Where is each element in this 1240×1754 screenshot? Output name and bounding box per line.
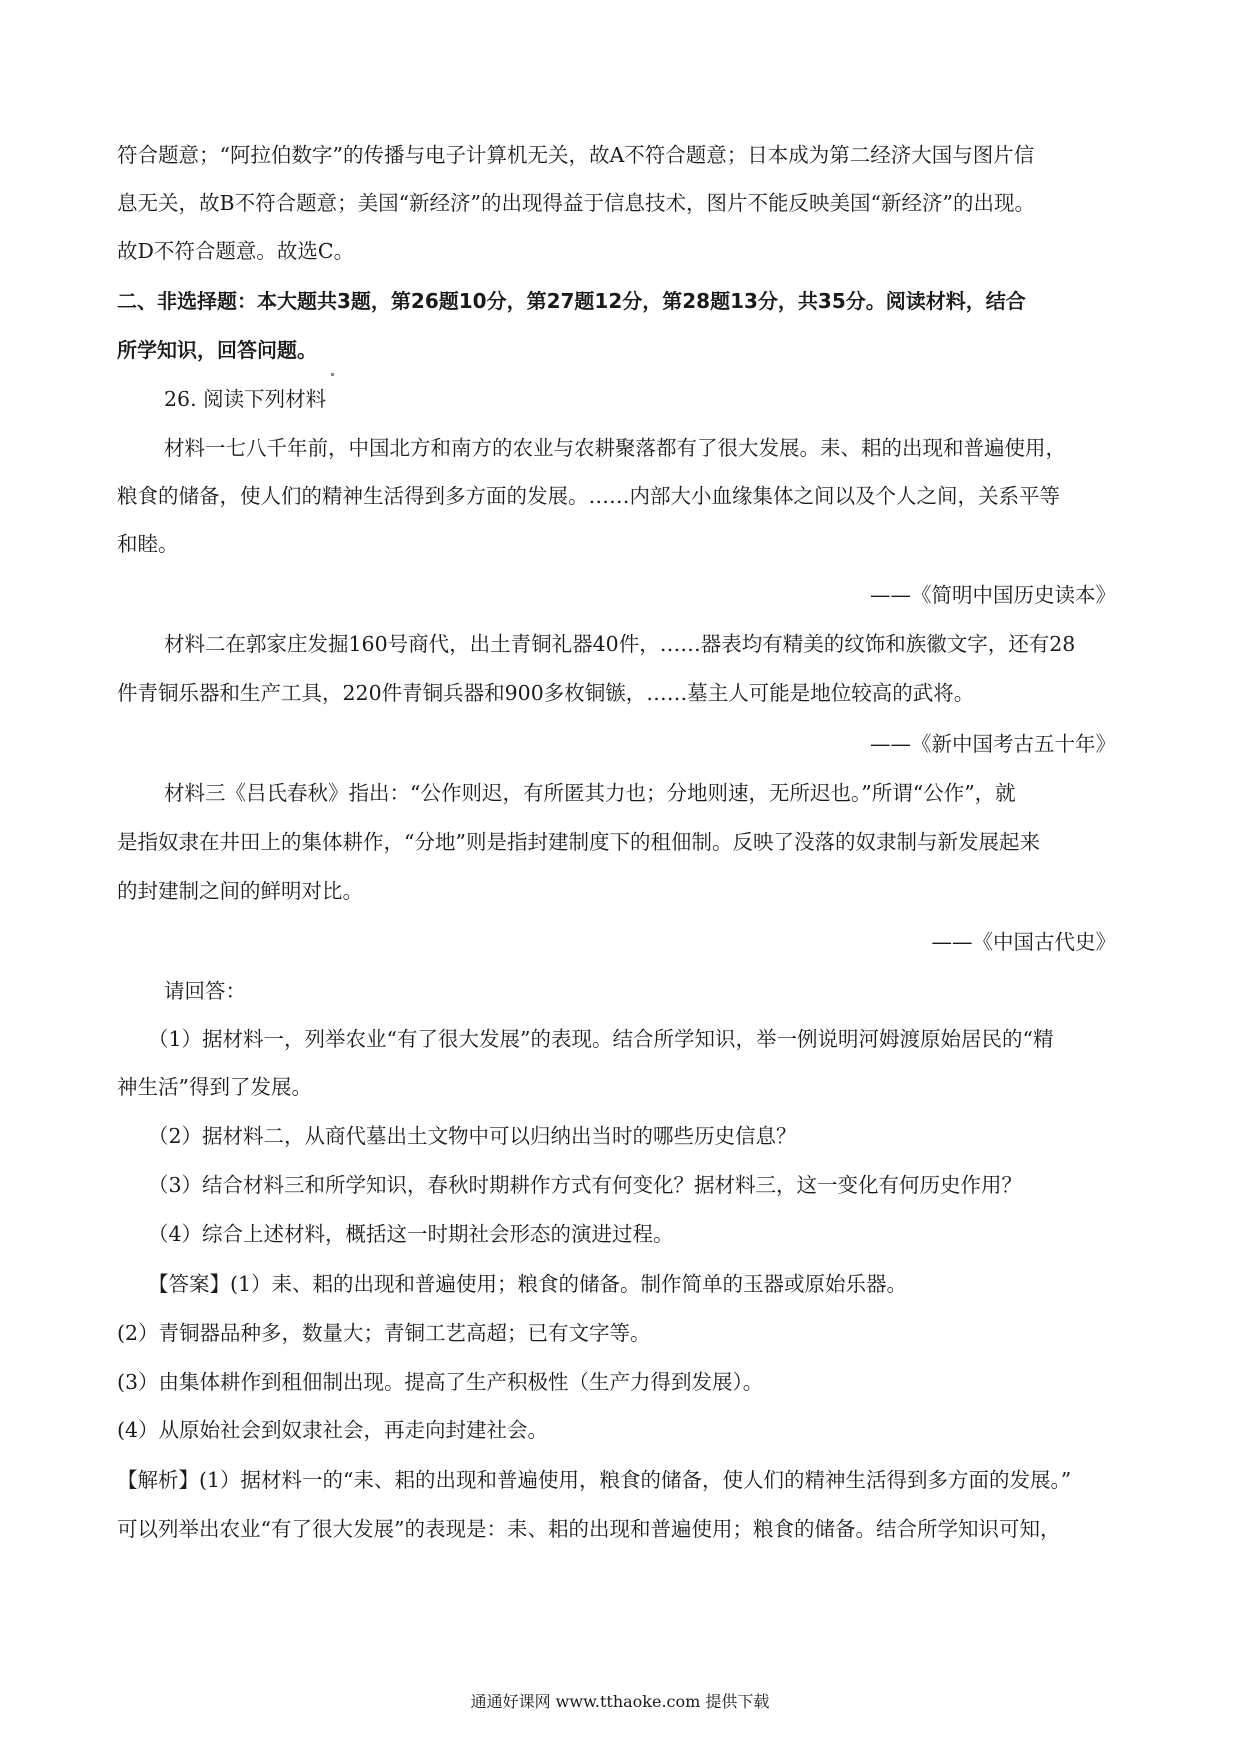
source-citation: ——《中国古代史》 bbox=[931, 930, 1116, 954]
source-citation: ——《新中国考古五十年》 bbox=[870, 732, 1116, 756]
sub-question: （3）结合材料三和所学知识，春秋时期耕作方式有何变化？据材料三，这一变化有何历史作用？ bbox=[148, 1173, 1023, 1197]
material-text: 粮食的储备，使人们的精神生活得到多方面的发展。……内部大小血缘集体之间以及个人之间，关系平等 bbox=[117, 484, 1060, 508]
answer-text: 【答案】(1）耒、耜的出现和普遍使用；粮食的储备。制作简单的玉器或原始乐器。 bbox=[148, 1272, 908, 1296]
material-text: 和睦。 bbox=[117, 532, 179, 556]
material-text: 材料二在郭家庄发掘160号商代，出土青铜礼器40件，……器表均有精美的纹饰和族徽文字，还有28 bbox=[164, 632, 1076, 656]
text-line: 故D不符合题意。故选C。 bbox=[117, 239, 355, 263]
answer-text: (2）青铜器品种多，数量大；青铜工艺高超；已有文字等。 bbox=[117, 1321, 651, 1345]
text-line: 符合题意；“阿拉伯数字”的传播与电子计算机无关，故A不符合题意；日本成为第二经济大国与图片信 bbox=[117, 143, 1035, 167]
material-text: 是指奴隶在井田上的集体耕作，“分地”则是指封建制度下的租佃制。反映了没落的奴隶制与新发展起来 bbox=[117, 830, 1040, 854]
explanation-text: 可以列举出农业“有了很大发展”的表现是：耒、耜的出现和普遍使用；粮食的储备。结合所学知识可知， bbox=[117, 1517, 1061, 1541]
stray-mark bbox=[331, 373, 334, 376]
section-heading: 所学知识，回答问题。 bbox=[117, 338, 317, 362]
sub-question: 神生活”得到了发展。 bbox=[117, 1075, 312, 1099]
material-text: 件青铜乐器和生产工具，220件青铜兵器和900多枚铜镞，……墓主人可能是地位较高的武将。 bbox=[117, 681, 975, 705]
prompt-text: 请回答： bbox=[164, 979, 246, 1003]
material-text: 材料一七八千年前，中国北方和南方的农业与农耕聚落都有了很大发展。耒、耜的出现和普遍使用， bbox=[164, 436, 1066, 460]
source-citation: ——《简明中国历史读本》 bbox=[870, 583, 1116, 607]
sub-question: （4）综合上述材料，概括这一时期社会形态的演进过程。 bbox=[148, 1222, 674, 1246]
explanation-text: 【解析】(1）据材料一的“耒、耜的出现和普遍使用，粮食的储备，使人们的精神生活得到多方面的发展。” bbox=[117, 1468, 1072, 1492]
answer-text: (4）从原始社会到奴隶社会，再走向封建社会。 bbox=[117, 1418, 549, 1442]
sub-question: （1）据材料一，列举农业“有了很大发展”的表现。结合所学知识，举一例说明河姆渡原始居民的“精 bbox=[148, 1027, 1054, 1051]
section-heading: 二、非选择题：本大题共3题，第26题10分，第27题12分，第28题13分，共35分。阅读材料，结合 bbox=[117, 289, 1026, 313]
page-footer: 通通好课网 www.tthaoke.com 提供下载 bbox=[470, 1692, 770, 1711]
answer-text: (3）由集体耕作到租佃制出现。提高了生产积极性（生产力得到发展）。 bbox=[117, 1370, 764, 1394]
sub-question: （2）据材料二，从商代墓出土文物中可以归纳出当时的哪些历史信息？ bbox=[148, 1124, 797, 1148]
text-line: 息无关，故B不符合题意；美国“新经济”的出现得益于信息技术，图片不能反映美国“新经济”的出现。 bbox=[117, 191, 1035, 215]
material-text: 材料三《吕氏春秋》指出：“公作则迟，有所匿其力也；分地则速，无所迟也。”所谓“公作”，就 bbox=[164, 781, 1016, 805]
question-title: 26. 阅读下列材料 bbox=[164, 387, 327, 411]
material-text: 的封建制之间的鲜明对比。 bbox=[117, 879, 363, 903]
